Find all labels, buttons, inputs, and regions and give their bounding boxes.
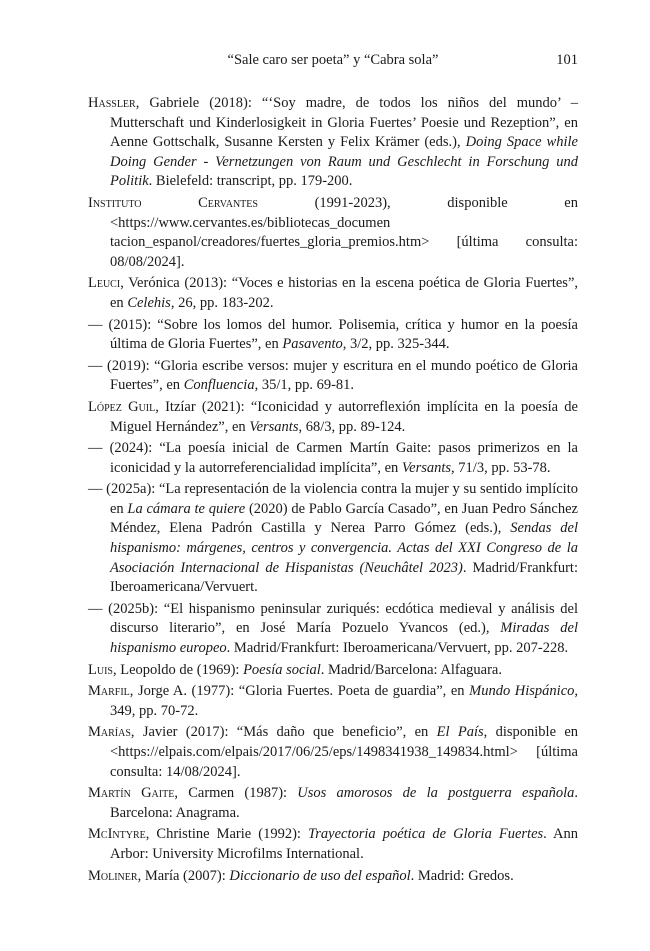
reference-author: Leuci <box>88 275 121 292</box>
reference-entry <box>88 357 578 396</box>
reference-text: , Gabriele (2018): “‘Soy madre, de todos los niños del mundo’ – Mutterschaft und Kinderlosigkeit in Gloria Fuertes’ Poesie und Rezeption”, en Aenne Gottschalk, Susanne Kersten y Felix Krämer (eds.), <box>110 95 578 151</box>
reference-text: , 71/3, pp. 53-78. <box>451 459 551 476</box>
reference-text: . Madrid/Frankfurt: Iberoamericana/Vervuert. <box>110 559 578 596</box>
reference-text: — (2024): “La poesía inicial de Carmen Martín Gaite: pasos primerizos en la iconicidad y la autorreferencialidad implícita”, en <box>88 440 578 476</box>
reference-title-italic: El País <box>436 724 484 741</box>
reference-entry <box>88 661 578 681</box>
reference-entry <box>88 194 578 272</box>
reference-title-italic: La cámara te quiere <box>127 500 246 517</box>
reference-author: Martín Gaite <box>88 785 175 802</box>
reference-entry <box>88 784 578 823</box>
reference-text: (1991-2023), disponible en <https://www.cervantes.es/bibliotecas_documen tacion_espanol/creadores/fuertes_gloria_premios.htm> [última consulta: 08/08/2024]. <box>110 194 578 270</box>
reference-entry <box>88 825 578 864</box>
reference-text: , Javier (2017): “Más daño que beneficio”, en <box>130 724 437 741</box>
reference-text: , 3/2, pp. 325-344. <box>342 336 450 353</box>
reference-text: , 68/3, pp. 89-124. <box>298 418 406 435</box>
reference-title-italic: Usos amorosos de la postguerra española <box>297 785 575 802</box>
reference-text: , 349, pp. 70-72. <box>110 683 579 719</box>
reference-entry <box>88 600 578 659</box>
reference-entry <box>88 682 578 721</box>
reference-text: — (2015): “Sobre los lomos del humor. Polisemia, crítica y humor en la poesía última de Gloria Fuertes”, en <box>88 316 578 353</box>
reference-author: Hassler <box>88 95 136 111</box>
reference-title-italic: Trayectoria poética de Gloria Fuertes <box>308 826 544 843</box>
reference-text: , María (2007): <box>137 867 230 884</box>
reference-author: López Guil <box>88 398 156 415</box>
reference-text: , Jorge A. (1977): “Gloria Fuertes. Poeta de guardia”, en <box>129 683 470 700</box>
reference-author: McIntyre <box>88 826 146 843</box>
reference-title-italic: Sendas del hispanismo: márgenes, centros y convergencia. Actas del XXI Congreso de la Asociación Internacional de Hispanistas (Neuchâtel 2023) <box>110 520 579 576</box>
reference-author: Marías <box>88 724 131 741</box>
reference-title-italic: Versants <box>249 418 299 435</box>
reference-title-italic: Versants <box>401 459 452 476</box>
reference-entry <box>88 867 578 887</box>
reference-text: . Barcelona: Anagrama. <box>110 785 578 821</box>
reference-title-italic: Confluencia <box>183 377 255 394</box>
reference-text: , Carmen (1987): <box>174 785 298 802</box>
reference-text: , Verónica (2013): “Voces e historias en la escena poética de Gloria Fuertes”, en <box>110 275 578 311</box>
reference-entry <box>88 398 578 437</box>
page-number: 101 <box>556 52 578 68</box>
reference-entry <box>88 94 578 192</box>
running-title: “Sale caro ser poeta” y “Cabra sola” <box>227 52 439 68</box>
reference-entry <box>88 723 578 782</box>
reference-author: Marfil <box>88 683 130 700</box>
reference-text: , Itzíar (2021): “Iconicidad y autorreflexión implícita en la poesía de Miguel Hernández”, en <box>110 398 578 435</box>
reference-title-italic: Miradas del hispanismo europeo <box>110 620 578 657</box>
reference-entry <box>88 316 578 355</box>
reference-entry <box>88 274 578 313</box>
reference-text: . Madrid: Gredos. <box>410 867 514 884</box>
reference-title-italic: Pasavento <box>282 336 343 353</box>
reference-author: Instituto Cervantes <box>88 194 258 211</box>
reference-text: , 26, pp. 183-202. <box>170 294 274 311</box>
reference-text: . Bielefeld: transcript, pp. 179-200. <box>148 173 353 190</box>
reference-title-italic: Diccionario de uso del español <box>229 867 411 884</box>
reference-title-italic: Celehis <box>127 294 171 311</box>
reference-entry <box>88 480 578 598</box>
reference-author: Luis <box>88 661 113 678</box>
reference-text: — (2019): “Gloria escribe versos: mujer y escritura en el mundo poético de Gloria Fuertes”, en <box>88 357 578 394</box>
reference-author: Moliner <box>88 867 138 884</box>
reference-title-italic: Mundo Hispánico <box>469 683 575 700</box>
reference-title-italic: Poesía social <box>243 661 321 678</box>
reference-text: . Madrid/Barcelona: Alfaguara. <box>320 661 502 678</box>
reference-title-italic: Doing Space while Doing Gender - Vernetzungen von Raum und Geschlecht in Forschung und Politik <box>110 134 578 190</box>
reference-entry <box>88 439 578 478</box>
reference-text: . Ann Arbor: University Microfilms International. <box>110 826 578 862</box>
reference-text: — (2025a): “La representación de la violencia contra la mujer y su sentido implícito en <box>88 481 578 517</box>
reference-text: , disponible en <https://elpais.com/elpais/2017/06/25/eps/1498341938_149834.html> [última consulta: 14/08/2024]. <box>110 724 579 780</box>
reference-text: , 35/1, pp. 69-81. <box>254 377 355 394</box>
bibliography-list <box>88 94 578 888</box>
reference-text: — (2025b): “El hispanismo peninsular zuriqués: ecdótica medieval y análisis del discurso literario”, en José María Pozuelo Yvancos (ed.), <box>88 600 578 637</box>
reference-text: . Madrid/Frankfurt: Iberoamericana/Vervuert, pp. 207-228. <box>226 640 569 657</box>
reference-text: (2020) de Pablo García Casado”, en Juan Pedro Sánchez Méndez, Elena Padrón Castilla y Nerea Parro Gómez (eds.), <box>110 500 578 537</box>
page-header <box>88 52 578 72</box>
reference-text: , Leopoldo de (1969): <box>112 661 244 678</box>
reference-text: , Christine Marie (1992): <box>145 826 308 843</box>
